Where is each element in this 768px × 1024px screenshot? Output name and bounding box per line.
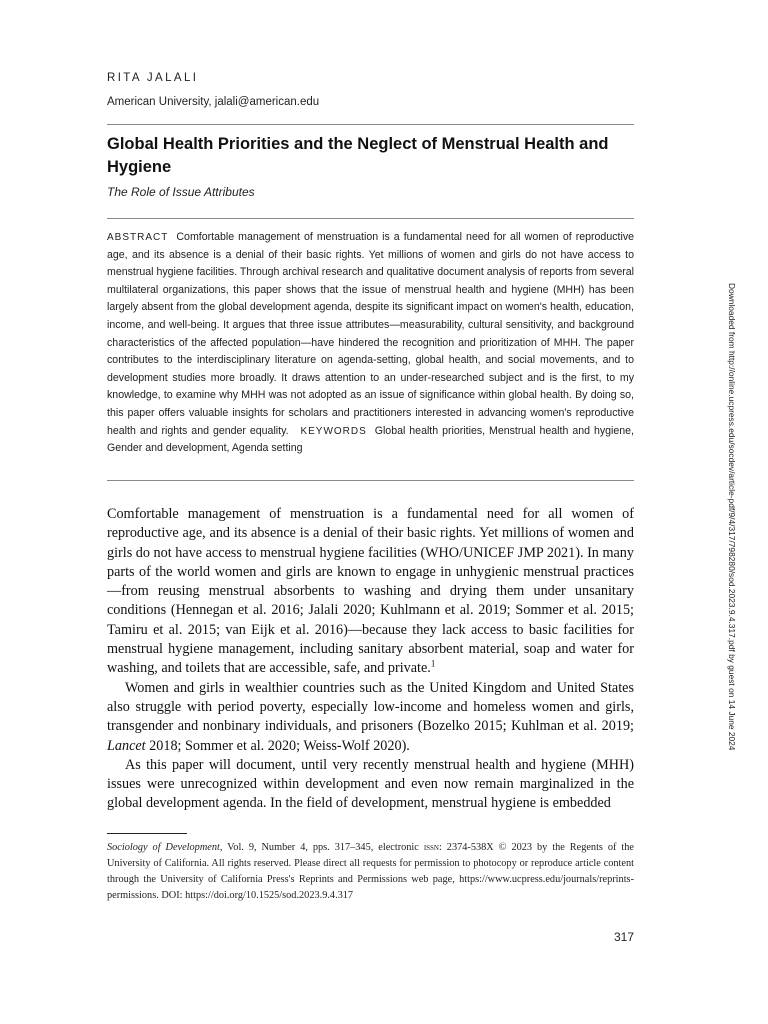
paragraph-text: 2018; Sommer et al. 2020; Weiss-Wolf 2020). <box>145 737 410 754</box>
abstract-bottom-rule <box>107 480 634 481</box>
footnote-marker[interactable]: 1 <box>430 658 436 669</box>
article-title: Global Health Priorities and the Neglect of Menstrual Health and Hygiene <box>107 135 609 176</box>
journal-name: Sociology of Development <box>107 842 220 853</box>
issn-label: issn <box>423 842 439 853</box>
citation-note <box>107 840 634 904</box>
paragraph-text: Comfortable management of menstruation is a fundamental need for all women of reproductive age, and its absence is a denial of their basic rights. Yet millions of women and girls do not have access to menstrual hygiene facilities (WHO/UNICEF JMP 2021). In many parts of the world women and girls are known to engage in unhygienic menstrual practices—from reusing menstrual absorbents to washing and drying them under unsanitary conditions (Hennegan et al. 2016; Jalali 2020; Kuhlmann et al. 2019; Sommer et al. 2015; Tamiru et al. 2015; van Eijk et al. 2016)—because they lack access to basic facilities for menstrual hygiene management, including sanitary absorbent material, soap and water for washing, and toilets that are accessible, safe, and private. <box>107 506 634 677</box>
author-affiliation: American University, jalali@american.edu <box>107 96 320 108</box>
download-watermark: Downloaded from http://online.ucpress.edu/socdev/article-pdf/9/4/317/798280/sod.2023.9.4.317.pdf by guest on 14 June 2024 <box>727 283 737 751</box>
paragraph-text: Women and girls in wealthier countries such as the United Kingdom and United States also struggle with period poverty, especially low-income and homeless women and girls, transgender and nonbinary individuals, and prisoners (Bozelko 2015; Kuhlman et al. 2019; <box>107 679 634 735</box>
keywords-label: KEYWORDS <box>300 425 367 437</box>
paragraph-italic: Lancet <box>107 737 146 754</box>
abstract-text: Comfortable management of menstruation is a fundamental need for all women of reproductive age, and its absence is a denial of their basic rights. Yet millions of women and girls do not have access to menstrual hygiene facilities. Through archival research and qualitative document analysis of reports from several multilateral organizations, this paper shows that the issue of menstrual health and hygiene (MHH) has been largely absent from the global development agenda, despite its significant impact on women's health, education, income, and well-being. It argues that three issue attributes—measurability, cultural sensitivity, and background characteristics of the affected population—have hindered the recognition and prioritization of MHH. The paper contributes to the interdisciplinary literature on agenda-setting, global health, and social movements, and to development studies more broadly. It draws attention to an under-researched subject and is the first, to my knowledge, to examine why MHH was not adopted as an issue of significance within global health. By doing so, this paper offers valuable insights for scholars and practitioners interested in advancing women's reproductive health and rights and gender equality. <box>107 231 635 437</box>
body-paragraph <box>107 505 634 679</box>
paragraph-text: As this paper will document, until very recently menstrual health and hygiene (MHH) issues were unrecognized within development and even now remain marginalized in the global development agenda. In the field of development, menstrual hygiene is embedded <box>107 756 634 812</box>
page-number: 317 <box>614 930 635 944</box>
header-rule <box>107 124 634 125</box>
citation-text: : 2374-538X © 2023 by the Regents of the University of California. All rights reserved. Please direct all requests for permission to photocopy or reproduce article content through the University of California Press's Reprints and Permissions web page, https://www.ucpress.edu/journals/reprints-permissions. DOI: https://doi.org/10.1525/sod.2023.9.4.317 <box>107 842 634 901</box>
body-text <box>107 505 634 814</box>
abstract <box>107 229 634 458</box>
body-paragraph <box>107 679 634 756</box>
abstract-top-rule <box>107 218 634 219</box>
footnote-rule <box>107 833 187 834</box>
citation-text: , Vol. 9, Number 4, pps. 317–345, electronic <box>219 842 424 853</box>
author-name: RITA JALALI <box>107 72 199 84</box>
article-subtitle: The Role of Issue Attributes <box>107 185 255 199</box>
keywords-text: Global health priorities, Menstrual health and hygiene, Gender and development, Agenda setting <box>107 424 634 455</box>
body-paragraph <box>107 756 634 814</box>
abstract-label: ABSTRACT <box>107 232 169 243</box>
